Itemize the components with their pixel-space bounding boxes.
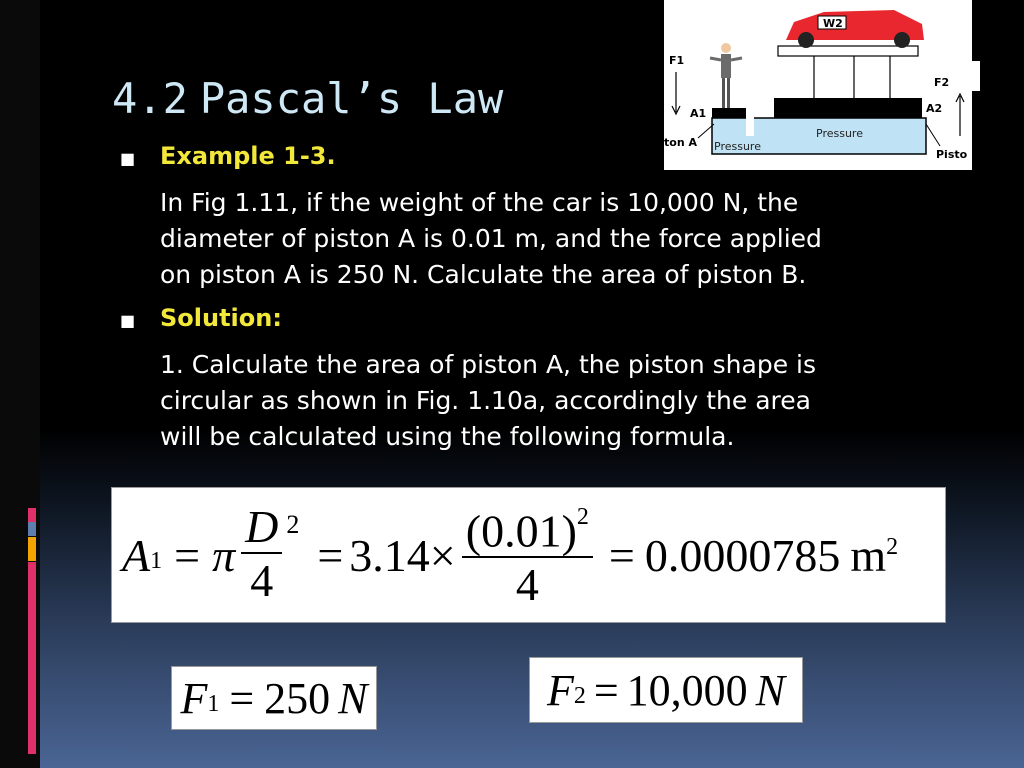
force-f2-label: F2 [934,76,950,89]
unit-exponent: 2 [886,533,899,560]
eq-lhs: A [122,529,151,581]
person-leg [722,78,725,108]
area-a1-label: A1 [690,107,707,120]
eq-sign: = [608,529,635,581]
piston-b-label: Pisto [936,148,968,161]
frac-numerator [462,498,593,558]
square-bullet-icon: ■ [120,311,136,330]
small-cylinder-gap [746,86,754,136]
eq-pi: π [212,529,236,581]
solution-paragraph [160,347,960,455]
frac-denominator: 4 [250,555,274,606]
eq-lhs-sub: 1 [150,547,163,574]
solution-line: circular as shown in Fig. 1.10a, accordingly the area [160,386,811,415]
force-f1-label: F1 [669,54,685,67]
eq-unit: m [850,529,887,581]
solution-line: will be calculated using the following formula. [160,422,735,451]
solution-heading: Solution: [160,304,282,332]
eq-sign: = [317,529,344,581]
solution-line: 1. Calculate the area of piston A, the piston shape is [160,350,817,379]
pointer-line [926,124,940,146]
eq-result: 0.0000785 [644,529,841,581]
car-weight-label: W2 [823,17,843,30]
fraction-d-over-4 [241,502,282,608]
times-sign: × [429,529,456,581]
frac-denominator: 4 [515,559,539,611]
area-equation-box [111,487,946,623]
example-paragraph [160,185,960,293]
person-arm [710,58,721,60]
example-heading: Example 1-3. [160,142,336,170]
bullet-example [120,142,336,170]
hydraulic-lift-diagram [664,0,972,170]
title-number: 4.2 [112,74,188,123]
square-bullet-icon: ■ [120,149,136,168]
car-wheel [894,32,910,48]
pressure-left-label: Pressure [714,140,761,153]
eq-sign: = [593,665,619,715]
person-head [721,43,731,53]
force-f1-box [171,666,377,730]
accent-block-blue [28,522,36,536]
slide-title [112,74,503,123]
pressure-right-label: Pressure [816,127,863,140]
f2-value: 10,000 [626,665,748,715]
power-exponent: 2 [576,503,589,530]
piston-b [774,98,922,118]
accent-bar-pink [28,562,36,754]
f2-unit: N [755,665,786,715]
f1-symbol: F [180,673,208,723]
bullet-solution [120,304,282,332]
area-equation [122,488,898,622]
example-line: diameter of piston A is 0.01 m, and the force applied [160,224,822,253]
diameter-value: (0.01) [465,505,577,557]
lift-platform [778,46,918,56]
fraction-diameter-over-4 [462,498,593,612]
force-f2-box [529,657,803,723]
person-leg [727,78,730,108]
example-line: In Fig 1.11, if the weight of the car is 10,000 N, the [160,188,799,217]
frac-numerator: D [241,502,282,554]
f1-unit: N [338,673,368,723]
piston-a-label: ton A [664,136,697,149]
piston-a [712,108,746,118]
f2-sub: 2 [573,682,586,709]
car-wheel [798,32,814,48]
eq-sign: = [229,673,255,723]
person-torso [721,54,731,78]
power-exponent: 2 [286,510,300,539]
area-a2-label: A2 [926,102,943,115]
eq-sign: = [174,529,201,581]
eq-constant: 3.14 [349,529,430,581]
hydraulic-lift-figure [664,0,972,170]
accent-block-orange [28,537,36,561]
f2-symbol: F [546,665,574,715]
accent-block-red [28,508,36,522]
f1-value: 250 [264,673,331,723]
f1-sub: 1 [207,690,220,717]
example-line: on piston A is 250 N. Calculate the area of piston B. [160,260,807,289]
title-text: Pascal’s Law [199,74,504,123]
person-arm [731,58,742,60]
